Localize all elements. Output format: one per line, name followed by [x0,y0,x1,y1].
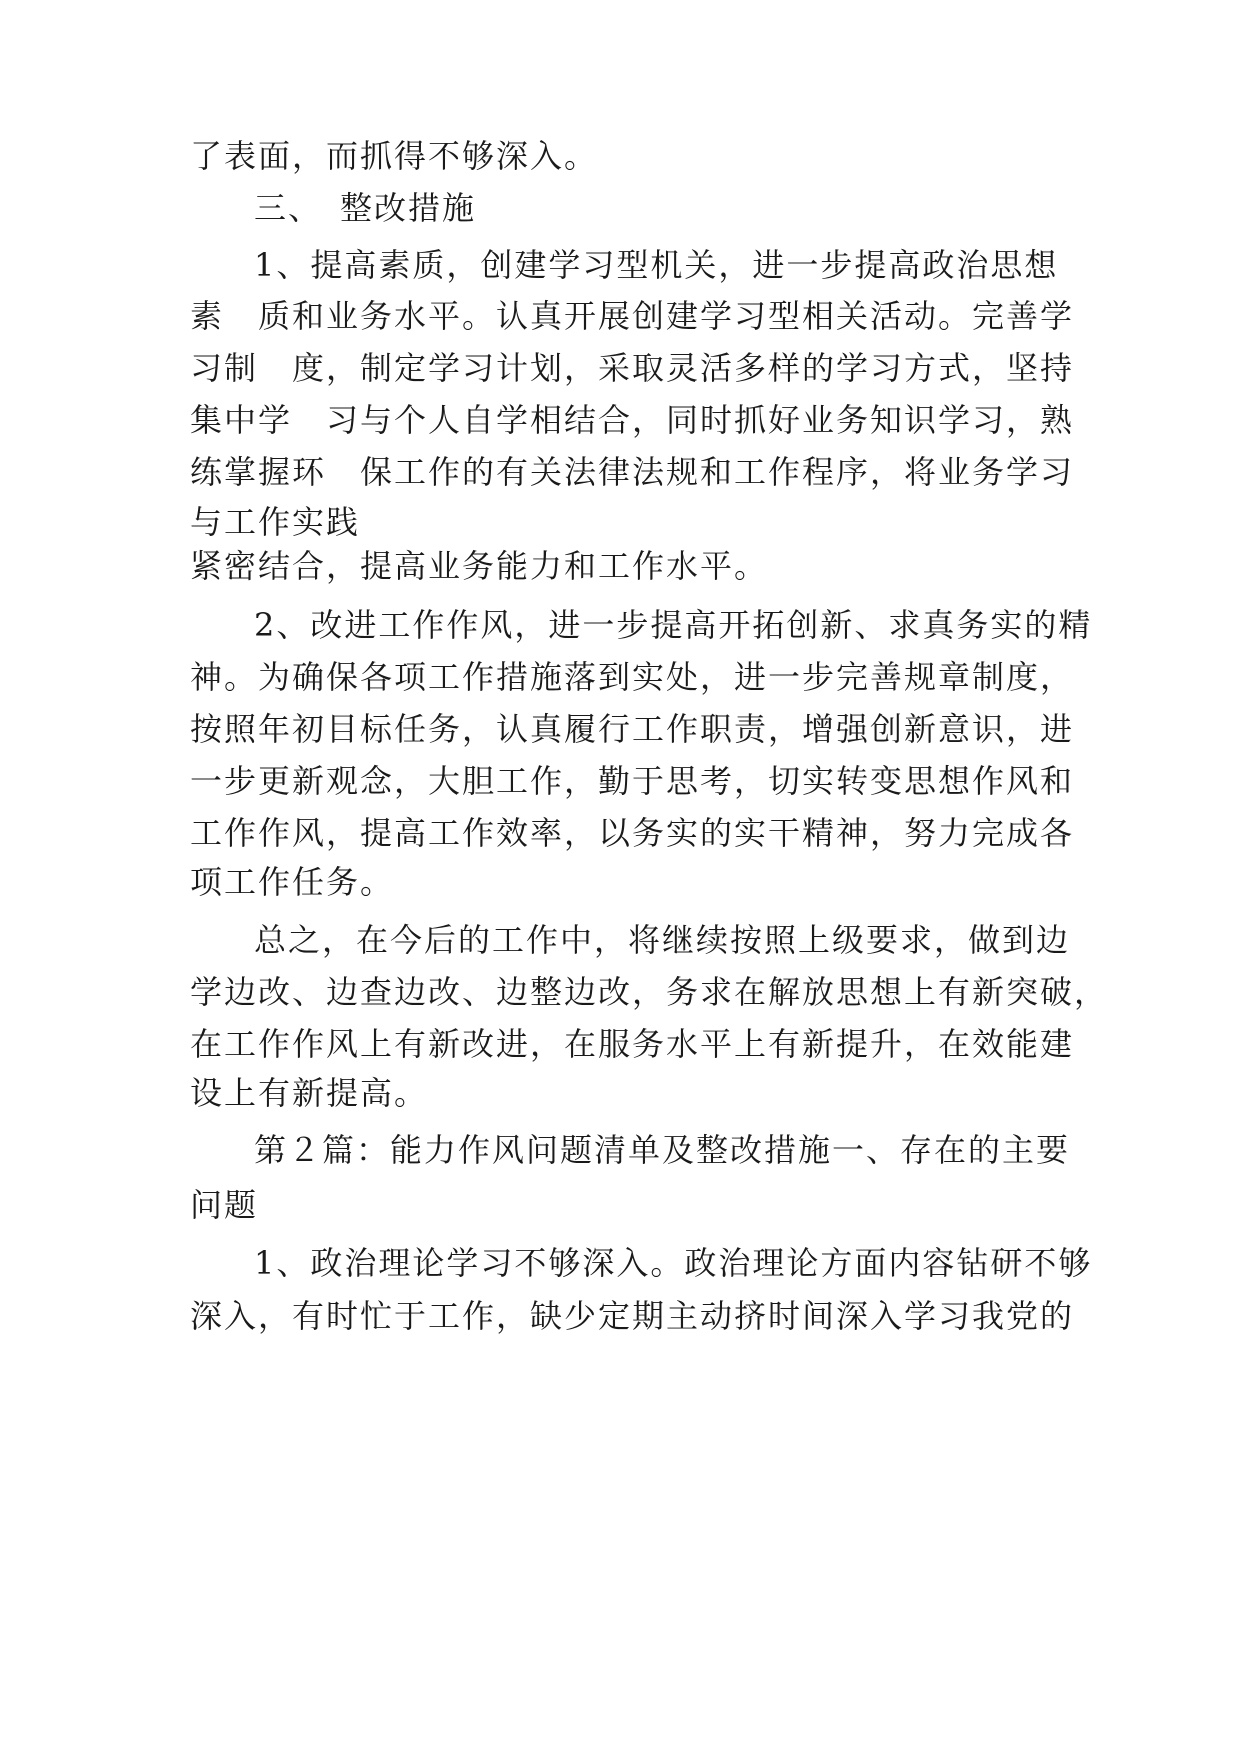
article-heading: 问题 [190,1186,259,1224]
text-line: 集中学 习与个人自学相结合，同时抓好业务知识学习，熟 [190,401,1075,439]
text-line: 素 质和业务水平。认真开展创建学习型相关活动。完善学 [190,297,1075,335]
text-line: 总之，在今后的工作中，将继续按照上级要求，做到边 [254,921,1071,959]
text-line: 1、提高素质，创建学习型机关，进一步提高政治思想 [254,246,1059,284]
article-heading: 第２篇：能力作风问题清单及整改措施一、存在的主要 [254,1131,1071,1169]
text-line: 设上有新提高。 [190,1074,429,1112]
text-line: 紧密结合，提高业务能力和工作水平。 [190,547,769,585]
text-line: 工作作风，提高工作效率，以务实的实干精神，努力完成各 [190,814,1075,852]
text-line: 项工作任务。 [190,863,395,901]
section-heading: 三、 整改措施 [254,189,477,227]
text-line: 1、政治理论学习不够深入。政治理论方面内容钻研不够 [254,1244,1093,1282]
text-line: 神。为确保各项工作措施落到实处，进一步完善规章制度， [190,658,1075,696]
text-line: 在工作作风上有新改进，在服务水平上有新提升，在效能建 [190,1025,1075,1063]
text-line: 与工作实践 [190,503,361,541]
text-line: 按照年初目标任务，认真履行工作职责，增强创新意识，进 [190,710,1075,748]
text-line: 学边改、边查边改、边整边改，务求在解放思想上有新突破， [190,973,1109,1011]
text-line: 2、改进工作作风，进一步提高开拓创新、求真务实的精 [254,606,1093,644]
text-line: 了表面，而抓得不够深入。 [190,137,599,175]
text-line: 习制 度，制定学习计划，采取灵活多样的学习方式，坚持 [190,349,1075,387]
text-line: 练掌握环 保工作的有关法律法规和工作程序，将业务学习 [190,453,1075,491]
text-line: 深入，有时忙于工作，缺少定期主动挤时间深入学习我党的 [190,1297,1075,1335]
text-line: 一步更新观念，大胆工作，勤于思考，切实转变思想作风和 [190,762,1075,800]
